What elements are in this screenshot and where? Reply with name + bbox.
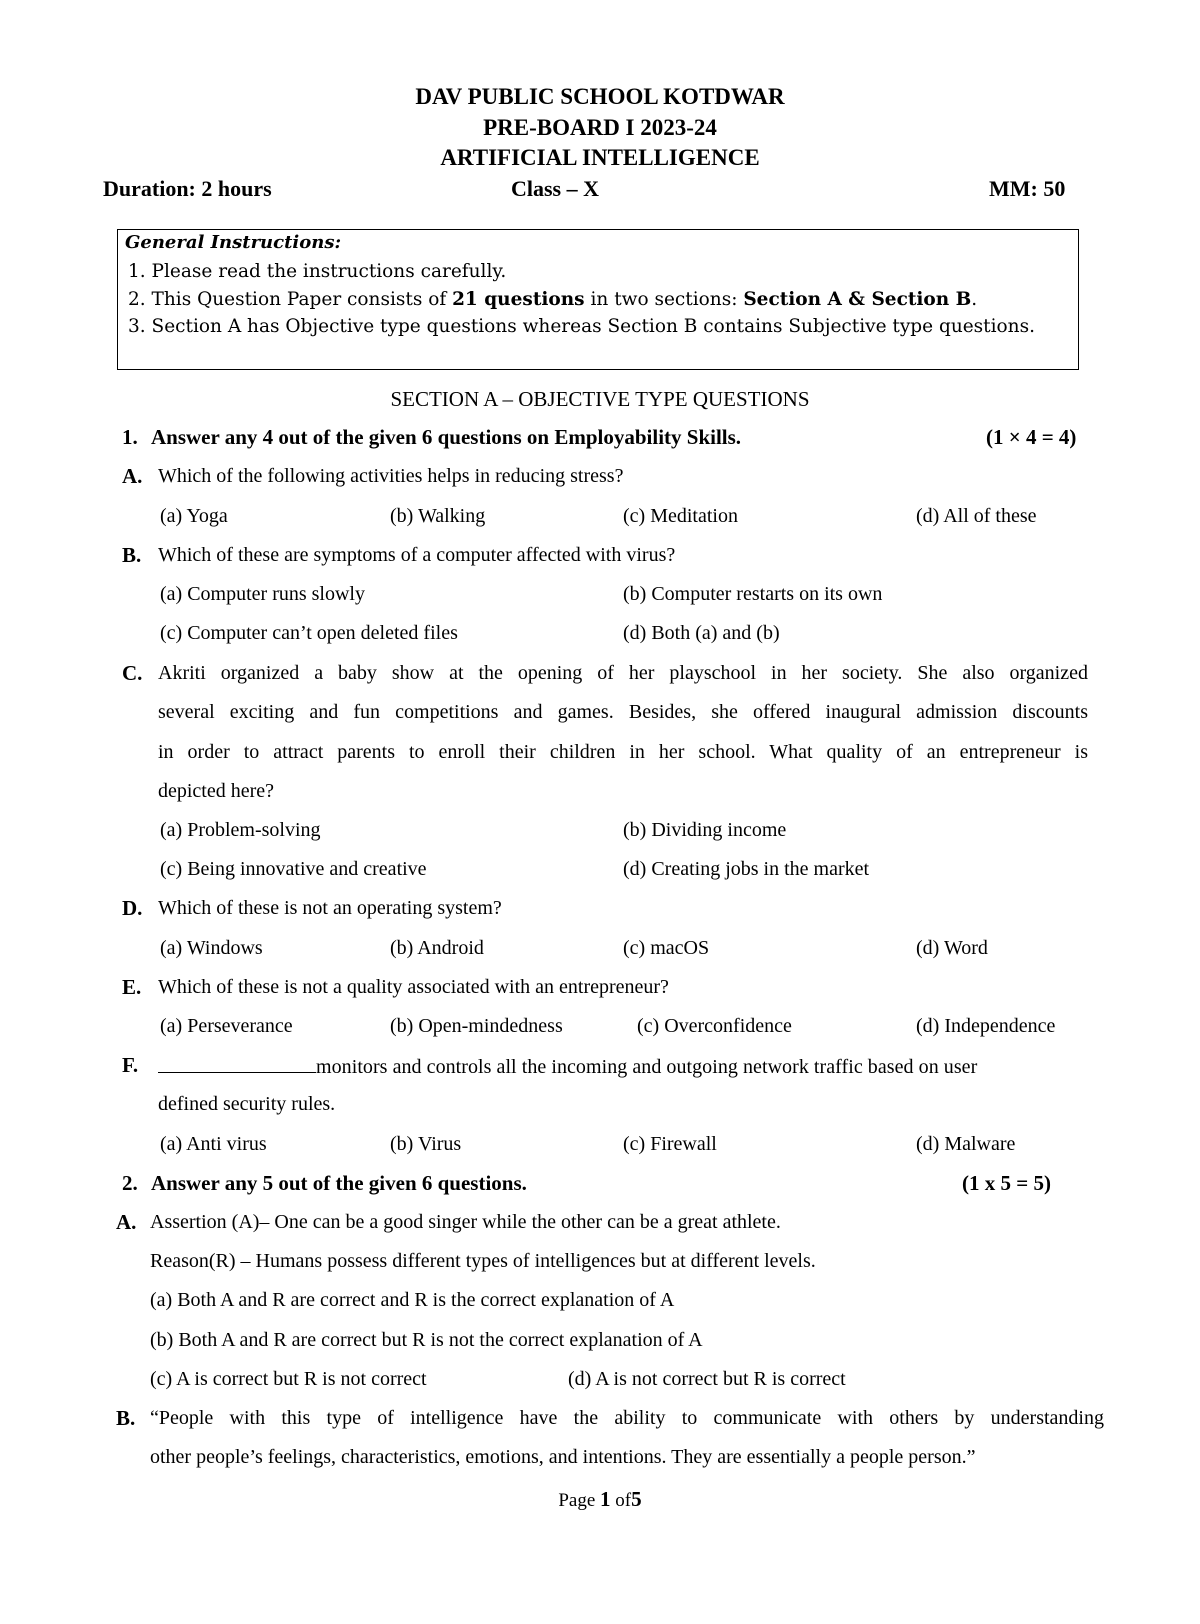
instruction-text-mid: in two sections:	[584, 289, 744, 310]
q1c-line-4: depicted here?	[158, 780, 275, 802]
q2a-label: A.	[116, 1210, 137, 1234]
q1d-text: Which of these is not an operating system?	[158, 897, 502, 919]
page-total: 5	[631, 1487, 642, 1511]
q1e-option-d: (d) Independence	[916, 1015, 1056, 1037]
q1d-option-a: (a) Windows	[160, 937, 263, 959]
instruction-2	[128, 289, 977, 310]
q1c-option-a: (a) Problem-solving	[160, 819, 321, 841]
instruction-num: 3.	[128, 316, 146, 337]
instruction-bold-count: 21 questions	[452, 289, 585, 310]
q1a-label: A.	[122, 464, 143, 488]
q1c-label: C.	[122, 661, 143, 685]
q2b-line-2: other people’s feelings, characteristics, emotions, and intentions. They are essentially a people person.”	[150, 1446, 976, 1468]
q1d-label: D.	[122, 896, 143, 920]
q1a-option-a: (a) Yoga	[160, 505, 228, 527]
duration: Duration: 2 hours	[103, 176, 272, 201]
q1b-option-d: (d) Both (a) and (b)	[623, 622, 780, 644]
q1c-option-b: (b) Dividing income	[623, 819, 787, 841]
max-marks: MM: 50	[989, 176, 1066, 201]
q2a-assertion: Assertion (A)– One can be a good singer while the other can be a great athlete.	[150, 1211, 781, 1233]
q1f-option-d: (d) Malware	[916, 1133, 1016, 1155]
q1a-text: Which of the following activities helps in reducing stress?	[158, 465, 624, 487]
q2-number: 2.	[122, 1171, 138, 1195]
q1b-option-a: (a) Computer runs slowly	[160, 583, 365, 605]
q1b-option-b: (b) Computer restarts on its own	[623, 583, 883, 605]
q2-marks: (1 x 5 = 5)	[962, 1171, 1051, 1195]
instruction-text-pre: This Question Paper consists of	[151, 289, 453, 310]
class-label: Class – X	[511, 176, 600, 201]
q1b-label: B.	[122, 543, 142, 567]
q1e-option-c: (c) Overconfidence	[637, 1015, 792, 1037]
q2a-reason: Reason(R) – Humans possess different types of intelligences but at different levels.	[150, 1250, 816, 1272]
instruction-num: 2.	[128, 289, 146, 310]
instruction-3	[128, 316, 1035, 337]
subject-title: ARTIFICIAL INTELLIGENCE	[440, 145, 760, 170]
q1f-line-1-text: monitors and controls all the incoming and outgoing network traffic based on user	[316, 1056, 978, 1078]
q2a-option-a: (a) Both A and R are correct and R is the correct explanation of A	[150, 1289, 675, 1311]
instruction-1	[128, 261, 506, 282]
instruction-text: Please read the instructions carefully.	[151, 261, 507, 282]
q1c-line-2: several exciting and fun competitions and games. Besides, she offered inaugural admission discounts	[158, 701, 1088, 723]
q1a-option-b: (b) Walking	[390, 505, 486, 527]
q1e-label: E.	[122, 975, 142, 999]
q1f-line-2: defined security rules.	[158, 1093, 336, 1115]
q1d-option-c: (c) macOS	[623, 937, 710, 959]
instruction-bold-sections: Section A & Section B	[743, 289, 972, 310]
q2a-option-c: (c) A is correct but R is not correct	[150, 1368, 427, 1390]
of-word: of	[615, 1490, 632, 1511]
instruction-text-post: .	[971, 289, 978, 310]
q2a-option-b: (b) Both A and R are correct but R is not the correct explanation of A	[150, 1329, 703, 1351]
exam-title: PRE-BOARD I 2023-24	[483, 115, 717, 140]
instructions-title: General Instructions:	[125, 232, 342, 253]
q1b-text: Which of these are symptoms of a computer affected with virus?	[158, 544, 676, 566]
q1f-option-b: (b) Virus	[390, 1133, 462, 1155]
q2b-label: B.	[116, 1406, 136, 1430]
q1d-option-d: (d) Word	[916, 937, 988, 959]
q1c-option-d: (d) Creating jobs in the market	[623, 858, 870, 880]
q1f-label: F.	[122, 1053, 139, 1077]
section-a-title: SECTION A – OBJECTIVE TYPE QUESTIONS	[390, 387, 810, 411]
instruction-text: Section A has Objective type questions whereas Section B contains Subjective type questions.	[151, 316, 1035, 337]
q1c-line-1: Akriti organized a baby show at the opening of her playschool in her society. She also organized	[158, 662, 1088, 684]
q1a-option-c: (c) Meditation	[623, 505, 738, 527]
q1f-option-a: (a) Anti virus	[160, 1133, 267, 1155]
q1f-option-c: (c) Firewall	[623, 1133, 717, 1155]
q1f-line-1	[158, 1054, 977, 1079]
q1e-option-b: (b) Open-mindedness	[390, 1015, 563, 1037]
q1a-option-d: (d) All of these	[916, 505, 1037, 527]
page-word: Page	[558, 1490, 596, 1511]
school-name: DAV PUBLIC SCHOOL KOTDWAR	[415, 84, 785, 109]
q1c-option-c: (c) Being innovative and creative	[160, 858, 427, 880]
page-number: 1	[600, 1487, 611, 1511]
q1-marks: (1 × 4 = 4)	[986, 425, 1077, 449]
page-footer	[0, 1487, 1200, 1512]
q2-text: Answer any 5 out of the given 6 questions.	[151, 1171, 527, 1195]
q2b-line-1: “People with this type of intelligence have the ability to communicate with others by understanding	[150, 1407, 1104, 1429]
q1c-line-3: in order to attract parents to enroll their children in her school. What quality of an entrepreneur is	[158, 741, 1088, 763]
instruction-num: 1.	[128, 261, 146, 282]
q2a-option-d: (d) A is not correct but R is correct	[568, 1368, 846, 1390]
q1-text: Answer any 4 out of the given 6 questions on Employability Skills.	[151, 425, 742, 449]
q1e-option-a: (a) Perseverance	[160, 1015, 293, 1037]
q1b-option-c: (c) Computer can’t open deleted files	[160, 622, 458, 644]
q1e-text: Which of these is not a quality associated with an entrepreneur?	[158, 976, 669, 998]
fill-in-blank	[158, 1054, 316, 1073]
q1d-option-b: (b) Android	[390, 937, 484, 959]
q1-number: 1.	[122, 425, 138, 449]
